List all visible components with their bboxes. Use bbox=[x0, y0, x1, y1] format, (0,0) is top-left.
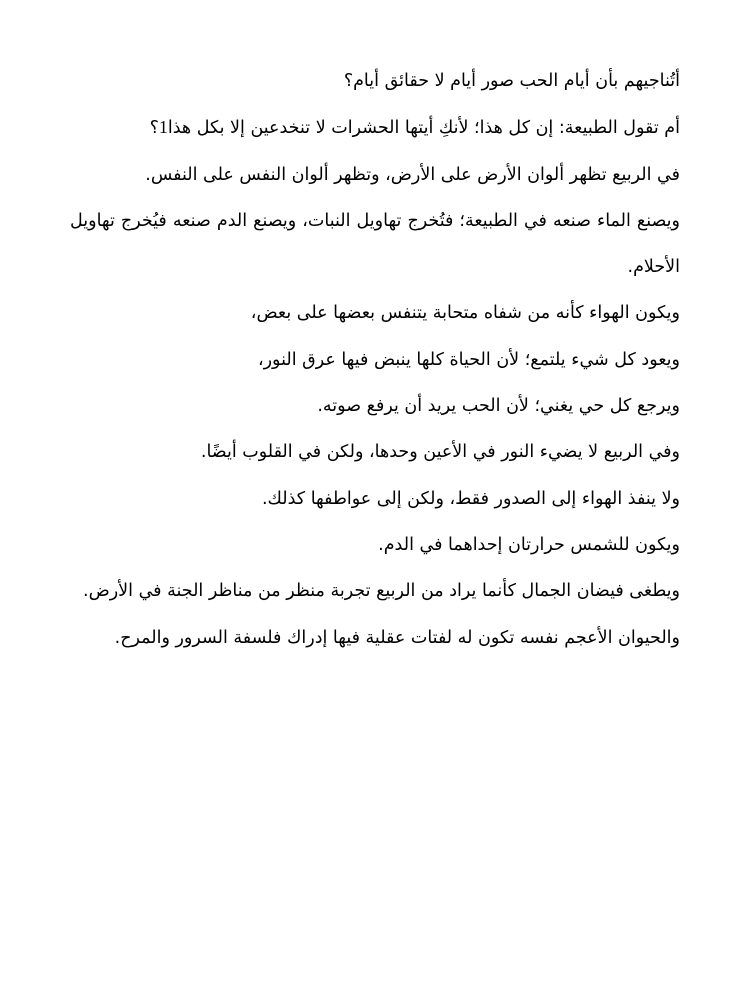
paragraph-2-question-mark: ؟ bbox=[149, 118, 159, 139]
paragraph-12: والحيوان الأعجم نفسه تكون له لفتات عقلية فيها إدراك فلسفة السرور والمرح. bbox=[114, 627, 680, 648]
footnote-marker: 1 bbox=[158, 117, 168, 138]
paragraph-7: ويرجع كل حي يغني؛ لأن الحب يريد أن يرفع صوته. bbox=[317, 396, 680, 417]
paragraph-11: ويطغى فيضان الجمال كأنما يراد من الربيع تجربة منظر من مناظر الجنة في الأرض. bbox=[83, 581, 680, 602]
paragraph-2 bbox=[70, 104, 680, 151]
paragraph-9: ولا ينفذ الهواء إلى الصدور فقط، ولكن إلى عواطفها كذلك. bbox=[261, 488, 680, 509]
paragraph-3: في الربيع تظهر ألوان الأرض على الأرض، وتظهر ألوان النفس على النفس. bbox=[145, 164, 680, 185]
paragraph-8: وفي الربيع لا يضيء النور في الأعين وحدها، ولكن في القلوب أيضًا. bbox=[200, 442, 680, 463]
paragraph-4: ويصنع الماء صنعه في الطبيعة؛ فتُخرج تهاويل النبات، ويصنع الدم صنعه فيُخرج تهاويل الأحلام. bbox=[70, 210, 680, 278]
paragraph-1: أتُناجيهم بأن أيام الحب صور أيام لا حقائق أيام؟ bbox=[343, 71, 680, 91]
paragraph-5: ويكون الهواء كأنه من شفاه متحابة يتنفس بعضها على بعض، bbox=[250, 303, 680, 324]
paragraph-10: ويكون للشمس حرارتان إحداهما في الدم. bbox=[378, 534, 680, 555]
document-page bbox=[70, 58, 680, 661]
paragraph-2-text: أم تقول الطبيعة: إن كل هذا؛ لأنكِ أيتها الحشرات لا تنخدعين إلا بكل هذا bbox=[167, 118, 680, 139]
paragraph-6: ويعود كل شيء يلتمع؛ لأن الحياة كلها ينبض فيها عرق النور، bbox=[257, 349, 680, 370]
